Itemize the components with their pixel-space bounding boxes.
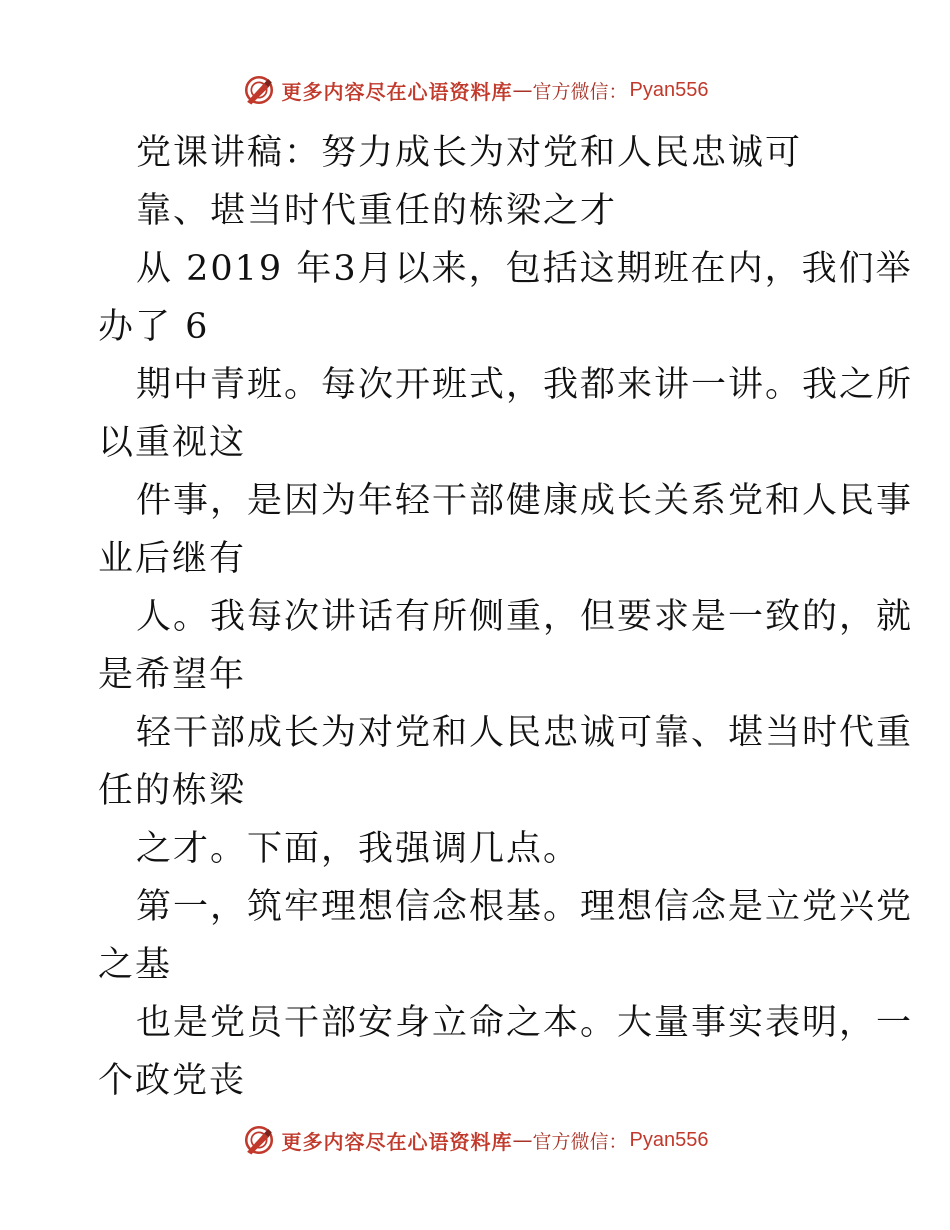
banner-text: 更多内容尽在心语资料库 (281, 79, 513, 104)
paragraph-line: 件事，是因为年轻干部健康成长关系党和人民事 (136, 481, 914, 521)
paragraph-line: 以重视这 (98, 423, 247, 463)
wechat-id: Pyan556 (629, 78, 709, 101)
title-line-1: 党课讲稿：努力成长为对党和人民忠诚可 (136, 133, 803, 173)
paragraph-line: 之才。下面，我强调几点。 (136, 829, 581, 869)
paragraph-line: 也是党员干部安身立命之本。大量事实表明，一 (136, 1003, 914, 1043)
wechat-label: 官方微信： (532, 80, 628, 103)
paragraph-line: 是希望年 (98, 655, 247, 695)
paragraph-line: 之基 (98, 945, 173, 985)
paragraph-line: 办了 6 (98, 307, 210, 347)
paragraph-line: 轻干部成长为对党和人民忠诚可靠、堪当时代重 (136, 713, 914, 753)
paragraph-line: 人。我每次讲话有所侧重，但要求是一致的，就 (136, 597, 914, 637)
paragraph-line: 从 2019 年3月以来，包括这期班在内，我们举 (136, 249, 913, 289)
paragraph-line: 第一，筑牢理想信念根基。理想信念是立党兴党 (136, 887, 914, 927)
paragraph-line: 任的栋梁 (98, 771, 247, 811)
wechat-label: 官方微信： (532, 1130, 628, 1153)
paragraph-line: 业后继有 (98, 539, 247, 579)
document-body (98, 124, 914, 1110)
header-banner (0, 70, 950, 110)
paragraph-line: 个政党丧 (98, 1061, 247, 1101)
banner-separator: — (512, 78, 533, 102)
pen-logo-icon (242, 1123, 276, 1157)
pen-logo-icon (242, 73, 276, 107)
banner-separator: — (512, 1128, 533, 1152)
wechat-id: Pyan556 (629, 1128, 709, 1151)
title-line-2: 靠、堪当时代重任的栋梁之才 (136, 191, 618, 231)
paragraph-line: 期中青班。每次开班式，我都来讲一讲。我之所 (136, 365, 914, 405)
banner-text: 更多内容尽在心语资料库 (281, 1129, 513, 1154)
footer-banner (0, 1120, 950, 1160)
